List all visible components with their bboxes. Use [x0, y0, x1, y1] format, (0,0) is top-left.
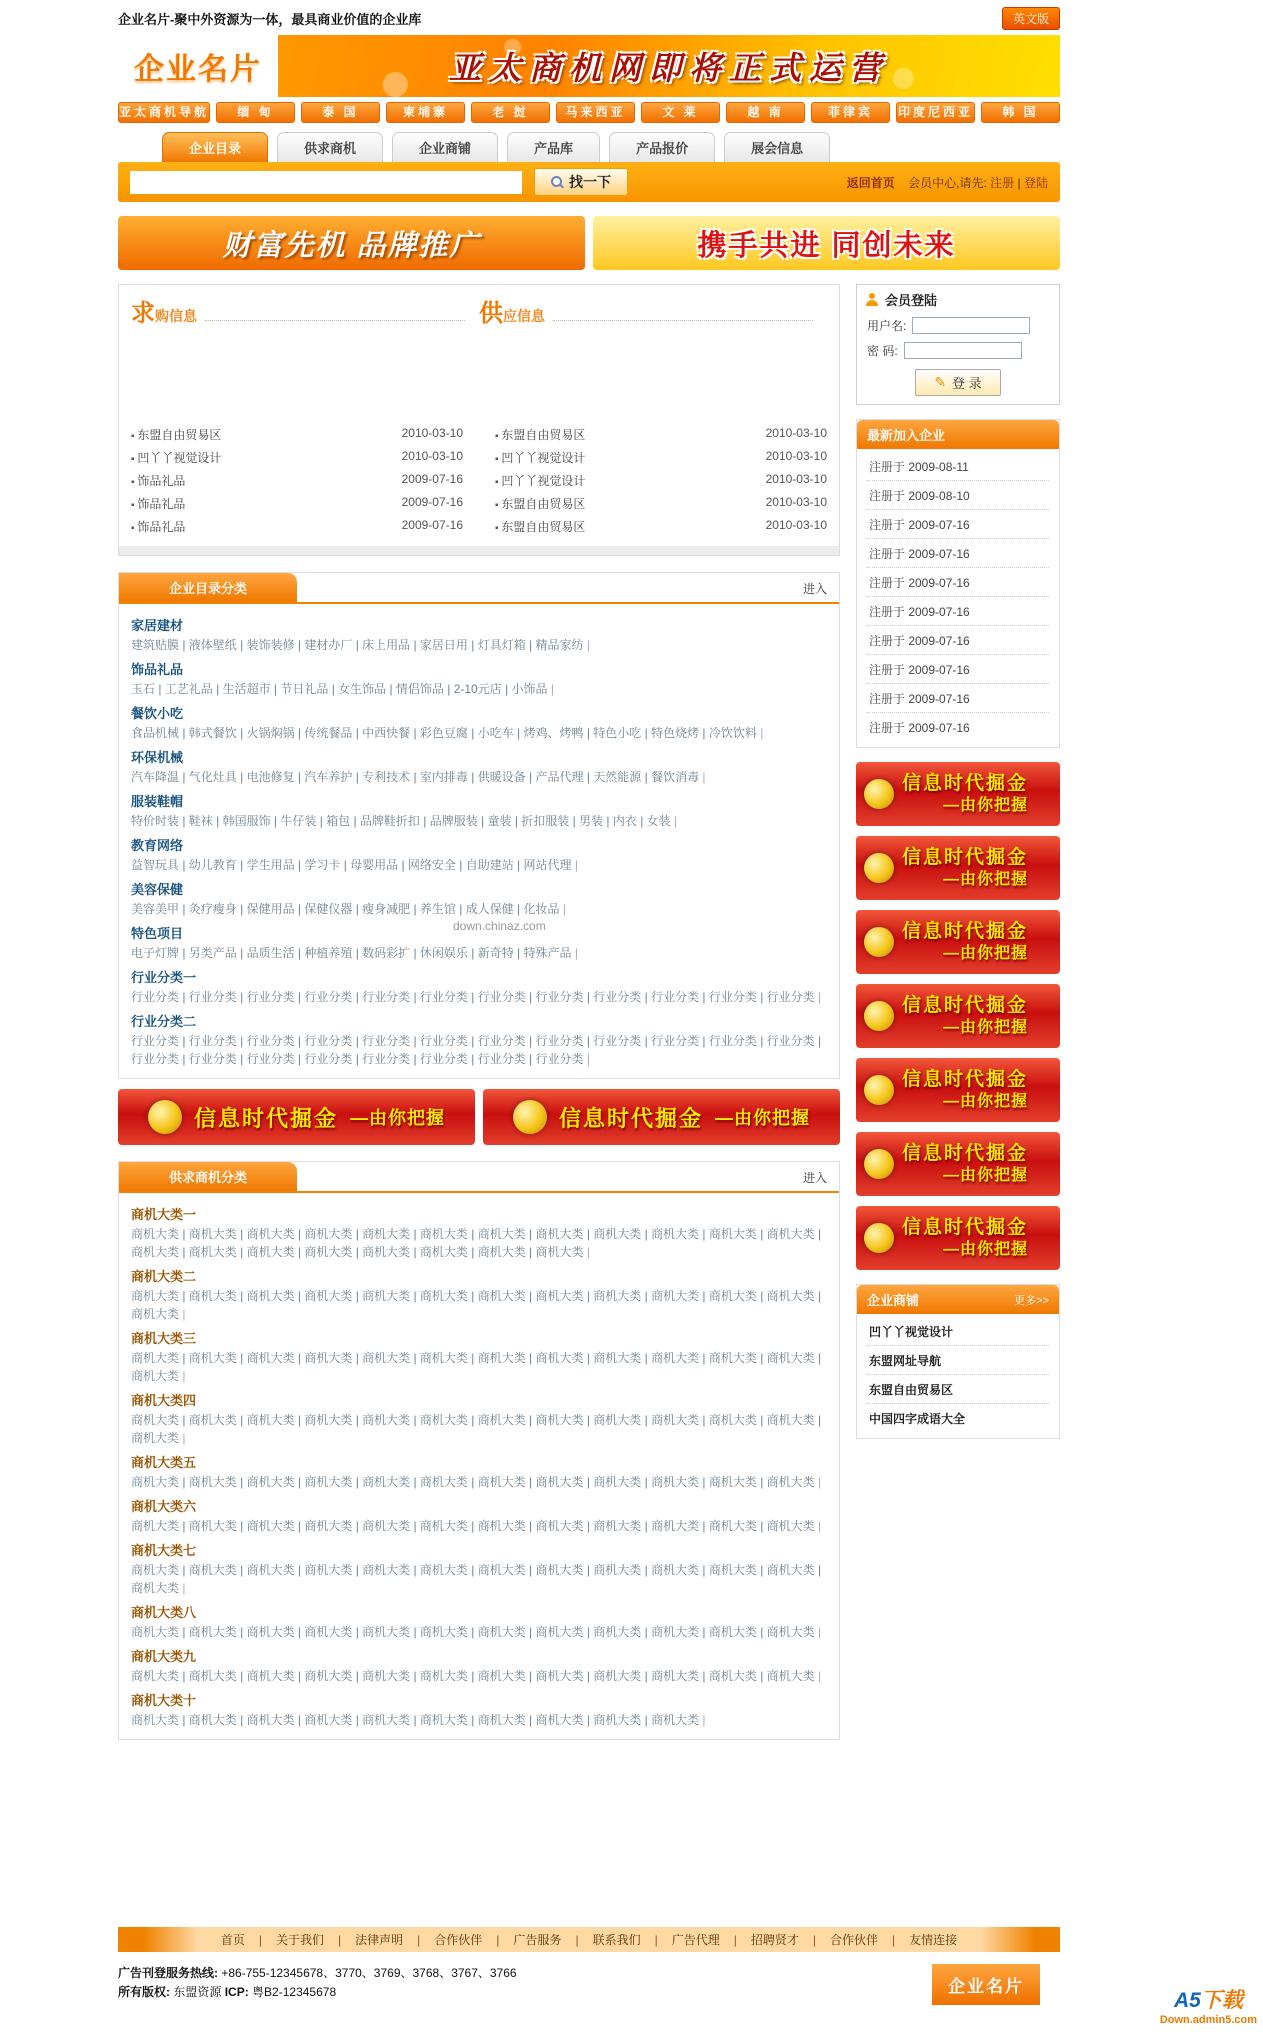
- search-icon: [551, 176, 564, 189]
- country-nav: [118, 102, 1060, 123]
- copyright-line: [118, 1983, 517, 2002]
- shops-list: [857, 1314, 1059, 1438]
- category-items[interactable]: 美容美甲 | 灸疗瘦身 | 保健用品 | 保健仪器 | 瘦身减肥 | 养生馆 | 成人保健 | 化妆品 |: [131, 900, 827, 918]
- category-items[interactable]: 行业分类 | 行业分类 | 行业分类 | 行业分类 | 行业分类 | 行业分类 | 行业分类 | 行业分类 | 行业分类 | 行业分类 | 行业分类 | 行业分类 | 行业分类 | 行业分类 | 行业分类 | 行业分类 | 行业分类 | 行业分类 | 行业分类 | 行业分类 |: [131, 1032, 827, 1068]
- demand-title-big: 求: [131, 300, 155, 327]
- category-name[interactable]: 行业分类一: [131, 970, 197, 985]
- footer-text-block: [118, 1964, 517, 2002]
- ad-text-line1: 信息时代掘金: [902, 1217, 1029, 1238]
- item-date: 2009-07-16: [401, 472, 463, 486]
- biz-group: [131, 1641, 827, 1685]
- middle-ad-row: [118, 1089, 840, 1145]
- list-item: [495, 446, 827, 469]
- footer-link[interactable]: 友情连接: [909, 1933, 958, 1947]
- ad-text-line2: —由你把握: [715, 1108, 810, 1128]
- username-label: 用户名:: [867, 319, 907, 333]
- biz-body: [119, 1193, 839, 1739]
- latest-company-item[interactable]: 注册于 2009-07-16: [867, 655, 1049, 684]
- promo-banner-text: 财富先机 品牌推广: [222, 229, 481, 262]
- category-group: [131, 610, 827, 654]
- item-date: 2010-03-10: [765, 472, 827, 486]
- ad-text-line1: 信息时代掘金: [902, 995, 1029, 1016]
- category-name[interactable]: 教育网络: [131, 838, 184, 853]
- hotline-line: [118, 1964, 517, 1983]
- item-title[interactable]: ▪ 东盟自由贸易区: [495, 518, 585, 535]
- ad-text-line1: 信息时代掘金: [902, 1143, 1029, 1164]
- a5-name-blue: A5: [1173, 1989, 1201, 2012]
- a5-name-orange: 下载: [1200, 1989, 1243, 2012]
- item-date: 2010-03-10: [765, 426, 827, 440]
- supply-title-rest: 应信息: [503, 308, 545, 324]
- ad-text-line2: —由你把握: [943, 944, 1029, 962]
- empty-area: [131, 328, 827, 423]
- login-button-label: 登 录: [952, 376, 982, 391]
- country-nav-button[interactable]: 亚太商机导航: [118, 102, 210, 123]
- latest-company-item[interactable]: 注册于 2009-07-16: [867, 626, 1049, 655]
- hotline-numbers: +86-755-12345678、3770、3769、3768、3767、3766: [221, 1966, 517, 1980]
- item-title[interactable]: ▪ 饰品礼品: [131, 518, 185, 535]
- ad-text-line2: —由你把握: [943, 870, 1029, 888]
- latest-company-item[interactable]: 注册于 2009-07-16: [867, 568, 1049, 597]
- member-links: [847, 174, 1048, 191]
- item-date: 2009-07-16: [401, 495, 463, 509]
- category-group: [131, 1006, 827, 1068]
- category-name[interactable]: 家居建材: [131, 618, 184, 633]
- list-item: [495, 515, 827, 538]
- search-bar: [118, 162, 1060, 202]
- biz-group: [131, 1491, 827, 1535]
- list-item: [131, 515, 463, 538]
- demand-supply-lists: [131, 423, 827, 538]
- password-label: 密 码:: [867, 344, 898, 358]
- biz-group-items[interactable]: 商机大类 | 商机大类 | 商机大类 | 商机大类 | 商机大类 | 商机大类 | 商机大类 | 商机大类 | 商机大类 | 商机大类 | 商机大类 | 商机大类 | 商机大类 |: [131, 1561, 827, 1597]
- item-date: 2010-03-10: [765, 518, 827, 532]
- category-items[interactable]: 玉石 | 工艺礼品 | 生活超市 | 节日礼品 | 女生饰品 | 情侣饰品 | 2-10元店 | 小饰品 |: [131, 680, 827, 698]
- tab[interactable]: 产品报价: [609, 132, 715, 162]
- login-link[interactable]: 登陆: [1023, 175, 1048, 190]
- shop-item[interactable]: 凹丫丫视觉设计: [867, 1317, 1049, 1346]
- promo-banner-cooperate[interactable]: [593, 216, 1060, 270]
- shops-box: [856, 1284, 1060, 1439]
- dotted-divider: [553, 320, 813, 321]
- biz-header-tab: 供求商机分类: [119, 1162, 297, 1191]
- biz-group-name[interactable]: 商机大类九: [131, 1649, 197, 1664]
- ad-banner[interactable]: [856, 984, 1060, 1048]
- footer: [118, 1927, 1060, 2005]
- sidebar: [856, 284, 1060, 1439]
- ad-text-line2: —由你把握: [943, 1092, 1029, 1110]
- ad-banner[interactable]: [483, 1089, 840, 1145]
- password-field[interactable]: [904, 342, 1022, 359]
- icp-number: 粤B2-12345678: [252, 1985, 337, 1999]
- item-title[interactable]: ▪ 凹丫丫视觉设计: [495, 472, 585, 489]
- ad-text-line2: —由你把握: [943, 796, 1029, 814]
- item-title[interactable]: ▪ 东盟自由贸易区: [495, 426, 585, 443]
- gold-coin-icon: [864, 1075, 894, 1105]
- category-group: [131, 962, 827, 1006]
- gold-coin-icon: [864, 779, 894, 809]
- item-title[interactable]: ▪ 凹丫丫视觉设计: [131, 449, 221, 466]
- country-nav-button[interactable]: 马来西亚: [556, 102, 635, 123]
- shop-item[interactable]: 东盟网址导航: [867, 1346, 1049, 1375]
- member-center-text: 会员中心,请先:: [908, 175, 987, 190]
- category-group: [131, 874, 827, 918]
- main-tabs: [118, 132, 1060, 162]
- item-date: 2010-03-10: [401, 449, 463, 463]
- ad-text-line1: 信息时代掘金: [558, 1105, 703, 1131]
- ad-text-line1: 信息时代掘金: [193, 1105, 338, 1131]
- category-items[interactable]: 建筑贴膜 | 液体壁纸 | 装饰装修 | 建材办厂 | 床上用品 | 家居日用 | 灯具灯箱 | 精品家纺 |: [131, 636, 827, 654]
- ad-banner[interactable]: [856, 1206, 1060, 1270]
- site-header: [118, 35, 1060, 97]
- more-link[interactable]: 更多>>: [1014, 1294, 1049, 1307]
- directory-section: [118, 572, 840, 1079]
- a5-site-url: Down.admin5.com: [1159, 2014, 1257, 2026]
- category-name[interactable]: 饰品礼品: [131, 662, 184, 677]
- footer-link[interactable]: 广告代理 |: [672, 1931, 751, 1948]
- register-link[interactable]: 注册: [990, 175, 1015, 190]
- header-banner[interactable]: [278, 35, 1060, 97]
- category-name[interactable]: 餐饮小吃: [131, 706, 184, 721]
- item-title[interactable]: ▪ 饰品礼品: [131, 495, 185, 512]
- latest-company-item[interactable]: 注册于 2009-08-11: [867, 452, 1049, 481]
- demand-supply-box: [118, 284, 840, 556]
- biz-group-items[interactable]: 商机大类 | 商机大类 | 商机大类 | 商机大类 | 商机大类 | 商机大类 | 商机大类 | 商机大类 | 商机大类 | 商机大类 | 商机大类 | 商机大类 | 商机大类 | 商机大类 | 商机大类 | 商机大类 | 商机大类 | 商机大类 | 商机大类 | 商机大类 |: [131, 1225, 827, 1261]
- tab[interactable]: 展会信息: [724, 132, 830, 162]
- footer-link[interactable]: 合作伙伴 |: [830, 1931, 909, 1948]
- footer-link[interactable]: 关于我们 |: [276, 1931, 355, 1948]
- pencil-icon: ✎: [934, 374, 947, 390]
- icp-label: ICP:: [224, 1985, 249, 1999]
- login-submit-row: [857, 363, 1059, 396]
- list-item: [495, 423, 827, 446]
- search-input[interactable]: [130, 171, 522, 194]
- item-title[interactable]: ▪ 东盟自由贸易区: [131, 426, 221, 443]
- category-name[interactable]: 环保机械: [131, 750, 184, 765]
- shop-item[interactable]: 东盟自由贸易区: [867, 1375, 1049, 1404]
- biz-group-items[interactable]: 商机大类 | 商机大类 | 商机大类 | 商机大类 | 商机大类 | 商机大类 | 商机大类 | 商机大类 | 商机大类 | 商机大类 | 商机大类 | 商机大类 | 商机大类 |: [131, 1349, 827, 1385]
- separator: |: [1017, 175, 1021, 190]
- item-date: 2010-03-10: [765, 495, 827, 509]
- gold-coin-icon: [148, 1100, 182, 1134]
- biz-group-items[interactable]: 商机大类 | 商机大类 | 商机大类 | 商机大类 | 商机大类 | 商机大类 | 商机大类 | 商机大类 | 商机大类 | 商机大类 |: [131, 1711, 827, 1729]
- page-wrapper: [118, 0, 1060, 1740]
- ad-text-line2: —由你把握: [943, 1018, 1029, 1036]
- country-nav-button[interactable]: 印度尼西亚: [896, 102, 975, 123]
- biz-group-items[interactable]: 商机大类 | 商机大类 | 商机大类 | 商机大类 | 商机大类 | 商机大类 | 商机大类 | 商机大类 | 商机大类 | 商机大类 | 商机大类 | 商机大类 |: [131, 1667, 827, 1685]
- shops-header: [857, 1285, 1059, 1314]
- a5-download-logo[interactable]: [1160, 1984, 1257, 2026]
- category-group: [131, 742, 827, 786]
- biz-group-name[interactable]: 商机大类六: [131, 1499, 197, 1514]
- country-nav-button[interactable]: 老 挝: [471, 102, 550, 123]
- search-button-label: 找一下: [569, 174, 611, 190]
- watermark-text: down.chinaz.com: [453, 919, 546, 933]
- category-name[interactable]: 美容保健: [131, 882, 184, 897]
- item-title[interactable]: ▪ 凹丫丫视觉设计: [495, 449, 585, 466]
- ad-text-line1: 信息时代掘金: [902, 773, 1029, 794]
- latest-company-item[interactable]: 注册于 2009-07-16: [869, 721, 970, 735]
- item-title[interactable]: ▪ 东盟自由贸易区: [495, 495, 585, 512]
- supply-title-big: 供: [479, 300, 503, 327]
- country-nav-button[interactable]: 缅 甸: [216, 102, 295, 123]
- promo-banner-text: 携手共进 同创未来: [697, 229, 956, 262]
- item-date: 2009-07-16: [401, 518, 463, 532]
- biz-group: [131, 1261, 827, 1323]
- login-header: [857, 285, 1059, 313]
- category-group: [131, 786, 827, 830]
- category-group: [131, 654, 827, 698]
- tab[interactable]: 企业商铺: [392, 132, 498, 162]
- latest-companies-box: [856, 419, 1060, 748]
- copyright-owner: 东盟资源: [173, 1985, 222, 1999]
- login-title: 会员登陆: [885, 293, 938, 308]
- ad-text-line1: 信息时代掘金: [902, 921, 1029, 942]
- country-nav-button[interactable]: 越 南: [726, 102, 805, 123]
- ad-text-line1: 信息时代掘金: [902, 1069, 1029, 1090]
- footer-link[interactable]: 首页 |: [221, 1931, 276, 1948]
- biz-group-items[interactable]: 商机大类 | 商机大类 | 商机大类 | 商机大类 | 商机大类 | 商机大类 | 商机大类 | 商机大类 | 商机大类 | 商机大类 | 商机大类 | 商机大类 | 商机大类 |: [131, 1411, 827, 1447]
- copyright-label: 所有版权:: [118, 1985, 170, 1999]
- country-nav-button[interactable]: 菲律宾: [811, 102, 890, 123]
- latest-company-item[interactable]: 注册于 2009-07-16: [867, 597, 1049, 626]
- biz-group: [131, 1685, 827, 1729]
- footer-links-bar: [118, 1927, 1060, 1952]
- directory-header-bar: [119, 573, 839, 604]
- ad-text-line1: 信息时代掘金: [902, 847, 1029, 868]
- biz-group: [131, 1535, 827, 1597]
- demand-supply-headers: [131, 293, 827, 328]
- ad-banner[interactable]: [856, 910, 1060, 974]
- password-row: [857, 338, 1059, 363]
- directory-header-tab: 企业目录分类: [119, 573, 297, 602]
- logo[interactable]: [118, 35, 278, 97]
- gold-coin-icon: [864, 1149, 894, 1179]
- promo-banner-wealth[interactable]: [118, 216, 585, 270]
- hotline-label: 广告刊登服务热线:: [118, 1966, 218, 1980]
- content-columns: [118, 284, 1060, 1740]
- gold-coin-icon: [864, 853, 894, 883]
- member-login-box: [856, 284, 1060, 405]
- biz-group-items[interactable]: 商机大类 | 商机大类 | 商机大类 | 商机大类 | 商机大类 | 商机大类 | 商机大类 | 商机大类 | 商机大类 | 商机大类 | 商机大类 | 商机大类 |: [131, 1517, 827, 1535]
- country-nav-button[interactable]: 韩 国: [981, 102, 1060, 123]
- country-nav-button[interactable]: 柬埔寨: [386, 102, 465, 123]
- biz-group-name[interactable]: 商机大类五: [131, 1455, 197, 1470]
- biz-group-name[interactable]: 商机大类十: [131, 1693, 197, 1708]
- biz-group-items[interactable]: 商机大类 | 商机大类 | 商机大类 | 商机大类 | 商机大类 | 商机大类 | 商机大类 | 商机大类 | 商机大类 | 商机大类 | 商机大类 | 商机大类 |: [131, 1473, 827, 1491]
- tab[interactable]: 产品库: [507, 132, 600, 162]
- username-field[interactable]: [912, 317, 1030, 334]
- dotted-divider: [205, 320, 465, 321]
- latest-company-item[interactable]: 注册于 2009-07-16: [867, 510, 1049, 539]
- latest-companies-title: 最新加入企业: [867, 428, 946, 443]
- category-items[interactable]: 行业分类 | 行业分类 | 行业分类 | 行业分类 | 行业分类 | 行业分类 | 行业分类 | 行业分类 | 行业分类 | 行业分类 | 行业分类 | 行业分类 |: [131, 988, 827, 1006]
- divider-strip: [119, 546, 839, 555]
- country-nav-button[interactable]: 文 莱: [641, 102, 720, 123]
- person-icon: [865, 293, 879, 306]
- category-items[interactable]: 特价时装 | 鞋袜 | 韩国服饰 | 牛仔装 | 箱包 | 品牌鞋折扣 | 品牌服装 | 童装 | 折扣服装 | 男装 | 内衣 | 女装 |: [131, 812, 827, 830]
- category-name[interactable]: 行业分类二: [131, 1014, 197, 1029]
- footer-link[interactable]: 联系我们 |: [593, 1931, 672, 1948]
- logo-text: 企业名片: [134, 53, 262, 86]
- latest-company-item[interactable]: 注册于 2009-07-16: [867, 539, 1049, 568]
- ad-banner[interactable]: [856, 1058, 1060, 1122]
- ad-banner[interactable]: [856, 762, 1060, 826]
- top-bar: [118, 0, 1060, 35]
- list-item: [131, 492, 463, 515]
- header-banner-text: 亚太商机网即将正式运营: [448, 50, 889, 86]
- list-item: [131, 423, 463, 446]
- footer-info: [118, 1964, 1060, 2005]
- demand-title-rest: 购信息: [155, 308, 197, 324]
- ad-text-line2: —由你把握: [943, 1166, 1029, 1184]
- footer-link[interactable]: 广告服务 |: [513, 1931, 592, 1948]
- latest-companies-list: [857, 449, 1059, 747]
- footer-logo: 企业名片: [932, 1964, 1040, 2005]
- item-title[interactable]: ▪ 饰品礼品: [131, 472, 185, 489]
- enter-link[interactable]: 进入: [802, 1171, 827, 1185]
- main-column: [118, 284, 840, 1740]
- supply-list: [489, 423, 827, 538]
- ad-banner[interactable]: [118, 1089, 475, 1145]
- biz-group-items[interactable]: 商机大类 | 商机大类 | 商机大类 | 商机大类 | 商机大类 | 商机大类 | 商机大类 | 商机大类 | 商机大类 | 商机大类 | 商机大类 | 商机大类 | 商机大类 |: [131, 1287, 827, 1323]
- username-row: [857, 313, 1059, 338]
- list-item: [495, 492, 827, 515]
- item-date: 2010-03-10: [765, 449, 827, 463]
- footer-link[interactable]: 法律声明 |: [355, 1931, 434, 1948]
- demand-list: [131, 423, 489, 538]
- footer-link[interactable]: 招聘贤才 |: [751, 1931, 830, 1948]
- gold-coin-icon: [513, 1100, 547, 1134]
- category-items[interactable]: 电子灯牌 | 另类产品 | 品质生活 | 种植养殖 | 数码彩扩 | 休闲娱乐 | 新奇特 | 特殊产品 |: [131, 944, 827, 962]
- tab[interactable]: 供求商机: [277, 132, 383, 162]
- biz-group-name[interactable]: 商机大类七: [131, 1543, 197, 1558]
- biz-group-items[interactable]: 商机大类 | 商机大类 | 商机大类 | 商机大类 | 商机大类 | 商机大类 | 商机大类 | 商机大类 | 商机大类 | 商机大类 | 商机大类 | 商机大类 |: [131, 1623, 827, 1641]
- english-version-button[interactable]: 英文版: [1002, 7, 1060, 30]
- home-link[interactable]: 返回首页: [846, 175, 895, 190]
- category-group: [131, 830, 827, 874]
- item-date: 2010-03-10: [401, 426, 463, 440]
- latest-company-item[interactable]: 注册于 2009-08-10: [867, 481, 1049, 510]
- promo-banner-row: [118, 216, 1060, 270]
- biz-group-name[interactable]: 商机大类四: [131, 1393, 197, 1408]
- category-items[interactable]: 食品机械 | 韩式餐饮 | 火锅焖锅 | 传统餐品 | 中西快餐 | 彩色豆腐 | 小吃车 | 烤鸡、烤鸭 | 特色小吃 | 特色烧烤 | 冷饮饮料 |: [131, 724, 827, 742]
- biz-group: [131, 1323, 827, 1385]
- biz-header-bar: [119, 1162, 839, 1193]
- gold-coin-icon: [864, 927, 894, 957]
- biz-group: [131, 1447, 827, 1491]
- biz-group: [131, 1199, 827, 1261]
- directory-body: [119, 604, 839, 1078]
- footer-link[interactable]: 合作伙伴 |: [434, 1931, 513, 1948]
- biz-group-name[interactable]: 商机大类一: [131, 1207, 197, 1222]
- sidebar-ads: [856, 762, 1060, 1270]
- country-nav-button[interactable]: 泰 国: [301, 102, 380, 123]
- biz-group-name[interactable]: 商机大类三: [131, 1331, 197, 1346]
- login-button[interactable]: [915, 369, 1000, 396]
- search-button[interactable]: [534, 168, 628, 196]
- gold-coin-icon: [864, 1223, 894, 1253]
- enter-link[interactable]: 进入: [802, 582, 827, 596]
- a5-name: [1160, 1984, 1257, 2014]
- latest-companies-header: [857, 420, 1059, 449]
- ad-text-line2: —由你把握: [350, 1108, 445, 1128]
- category-items[interactable]: 汽车降温 | 气化灶具 | 电池修复 | 汽车养护 | 专利技术 | 室内排毒 | 供暖设备 | 产品代理 | 天然能源 | 餐饮消毒 |: [131, 768, 827, 786]
- list-item: [131, 469, 463, 492]
- list-item: [495, 469, 827, 492]
- category-name[interactable]: 特色项目: [131, 926, 184, 941]
- tab[interactable]: 企业目录: [162, 132, 268, 162]
- category-name[interactable]: 服装鞋帽: [131, 794, 184, 809]
- ad-text-line2: —由你把握: [943, 1240, 1029, 1258]
- ad-banner[interactable]: [856, 1132, 1060, 1196]
- list-item: [131, 446, 463, 469]
- supply-header: [479, 293, 827, 328]
- site-tagline: 企业名片-聚中外资源为一体，最具商业价值的企业库: [118, 12, 422, 27]
- category-group: [131, 698, 827, 742]
- gold-coin-icon: [864, 1001, 894, 1031]
- ad-banner[interactable]: [856, 836, 1060, 900]
- shop-item[interactable]: 中国四字成语大全: [869, 1412, 966, 1426]
- biz-section: [118, 1161, 840, 1740]
- biz-group: [131, 1597, 827, 1641]
- shops-title: 企业商铺: [867, 1293, 920, 1308]
- biz-group-name[interactable]: 商机大类二: [131, 1269, 197, 1284]
- biz-group: [131, 1385, 827, 1447]
- category-items[interactable]: 益智玩具 | 幼儿教育 | 学生用品 | 学习卡 | 母婴用品 | 网络安全 | 自助建站 | 网站代理 |: [131, 856, 827, 874]
- demand-header: [131, 293, 479, 328]
- latest-company-item[interactable]: 注册于 2009-07-16: [867, 684, 1049, 713]
- biz-group-name[interactable]: 商机大类八: [131, 1605, 197, 1620]
